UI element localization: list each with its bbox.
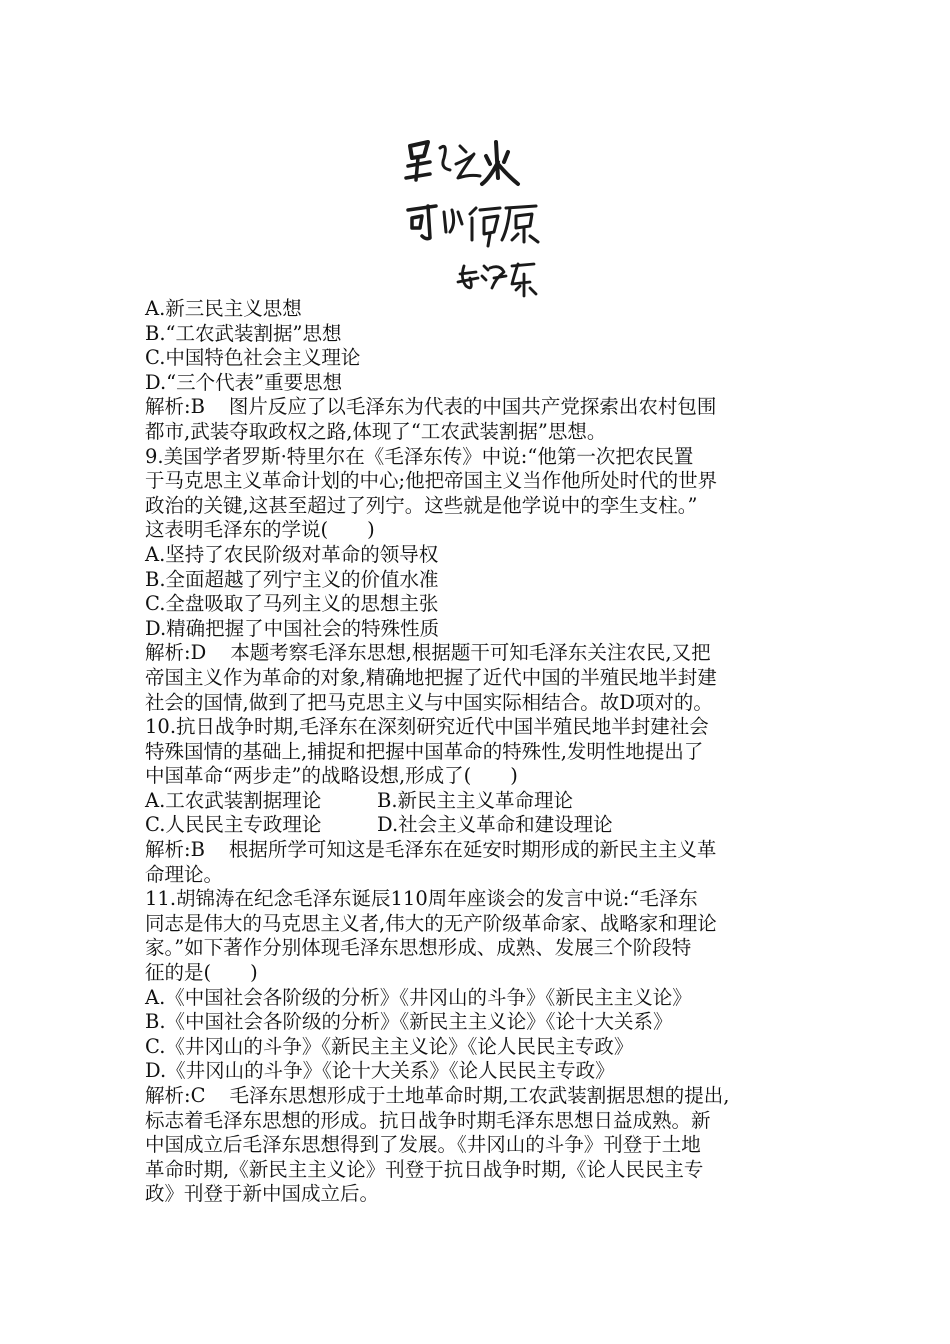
q11-stem-line-2: 同志是伟大的马克思主义者,伟大的无产阶级革命家、战略家和理论 — [145, 911, 717, 935]
q10-analysis-text-1: 根据所学可知这是毛泽东在延安时期形成的新民主主义革 — [228, 838, 717, 862]
question-content — [145, 297, 820, 1207]
q11-option-c: C.《井冈山的斗争》《新民主主义论》《论人民民主专政》 — [145, 1034, 634, 1058]
q9-analysis-line-1 — [145, 641, 820, 666]
q9-analysis-line-3: 社会的国情,做到了把马克思主义与中国实际相结合。故D项对的。 — [145, 690, 713, 714]
q11-analysis-line-5: 政》刊登于新中国成立后。 — [145, 1182, 380, 1206]
q8-option-c: C.中国特色社会主义理论 — [145, 346, 361, 370]
q8-option-d: D.“三个代表”重要思想 — [145, 370, 343, 394]
q9-analysis-text-1: 本题考察毛泽东思想,根据题干可知毛泽东关注农民,又把 — [230, 641, 711, 665]
q11-stem-line-1: 11.胡锦涛在纪念毛泽东诞辰110周年座谈会的发言中说:“毛泽东 — [145, 887, 698, 911]
q10-analysis-label: 解析:B — [145, 838, 205, 862]
q9-stem-line-3: 政治的关键,这甚至超过了列宁。这些就是他学说中的孪生支柱。” — [145, 493, 698, 517]
q11-analysis-line-1 — [145, 1084, 820, 1109]
calligraphy-line1: 星星之火 — [400, 128, 404, 129]
q9-stem-line-4: 这表明毛泽东的学说( ) — [145, 518, 375, 542]
q9-option-d: D.精确把握了中国社会的特殊性质 — [145, 616, 440, 640]
q11-analysis-text-1: 毛泽东思想形成于土地革命时期,工农武装割据思想的提出, — [229, 1084, 730, 1107]
q9-analysis-label: 解析:D — [145, 641, 207, 665]
q11-analysis-line-3: 中国成立后毛泽东思想得到了发展。《井冈山的斗争》刊登于土地 — [145, 1133, 701, 1157]
q8-analysis-line-2: 都市,武装夺取政权之路,体现了“工农武装割据”思想。 — [145, 419, 607, 443]
q11-analysis-line-4: 革命时期,《新民主主义论》刊登于抗日战争时期,《论人民民主专 — [145, 1157, 704, 1181]
q11-option-a: A.《中国社会各阶级的分析》《井冈山的斗争》《新民主主义论》 — [145, 985, 692, 1009]
q9-stem-line-2: 于马克思主义革命计划的中心;他把帝国主义当作他所处时代的世界 — [145, 469, 718, 493]
q10-stem-line-3: 中国革命“两步走”的战略设想,形成了( ) — [145, 764, 518, 788]
q9-option-c: C.全盘吸取了马列主义的思想主张 — [145, 592, 439, 616]
mao-calligraphy-image — [400, 128, 550, 303]
q10-stem-line-1: 10.抗日战争时期,毛泽东在深刻研究近代中国半殖民地半封建社会 — [145, 715, 709, 739]
q10-stem-line-2: 特殊国情的基础上,捕捉和把握中国革命的特殊性,发明性地提出了 — [145, 739, 704, 763]
q10-analysis-line-1 — [145, 838, 820, 863]
q8-analysis-line-1 — [145, 395, 820, 420]
q11-option-b: B.《中国社会各阶级的分析》《新民主主义论》《论十大关系》 — [145, 1010, 673, 1034]
q8-option-b: B.“工农武装割据”思想 — [145, 321, 342, 345]
q10-option-b: B.新民主主义革命理论 — [377, 788, 574, 812]
q11-analysis-label: 解析:C — [145, 1084, 206, 1107]
q11-stem-line-4: 征的是( ) — [145, 961, 258, 985]
q8-analysis-text-1: 图片反应了以毛泽东为代表的中国共产党探索出农村包围 — [228, 395, 717, 419]
q9-option-a: A.坚持了农民阶级对革命的领导权 — [145, 542, 439, 566]
q8-option-a: A.新三民主义思想 — [145, 297, 302, 320]
q11-stem-line-3: 家。”如下著作分别体现毛泽东思想形成、成熟、发展三个阶段特 — [145, 936, 692, 960]
q9-analysis-line-2: 帝国主义作为革命的对象,精确地把握了近代中国的半殖民地半封建 — [145, 665, 717, 689]
q10-options-row-2 — [145, 813, 820, 838]
q11-option-d: D.《井冈山的斗争》《论十大关系》《论人民民主专政》 — [145, 1059, 615, 1083]
q9-option-b: B.全面超越了列宁主义的价值水准 — [145, 567, 439, 591]
q10-option-d: D.社会主义革命和建设理论 — [377, 813, 613, 837]
q11-analysis-line-2: 标志着毛泽东思想的形成。抗日战争时期毛泽东思想日益成熟。新 — [145, 1108, 711, 1132]
q9-stem-line-1: 9.美国学者罗斯·特里尔在《毛泽东传》中说:“他第一次把农民置 — [145, 444, 694, 468]
q10-option-c: C.人民民主专政理论 — [145, 813, 322, 837]
q10-analysis-line-2: 命理论。 — [145, 862, 224, 886]
q10-options-row-1 — [145, 789, 820, 814]
q10-option-a: A.工农武装割据理论 — [145, 788, 322, 812]
q8-analysis-label: 解析:B — [145, 395, 205, 419]
